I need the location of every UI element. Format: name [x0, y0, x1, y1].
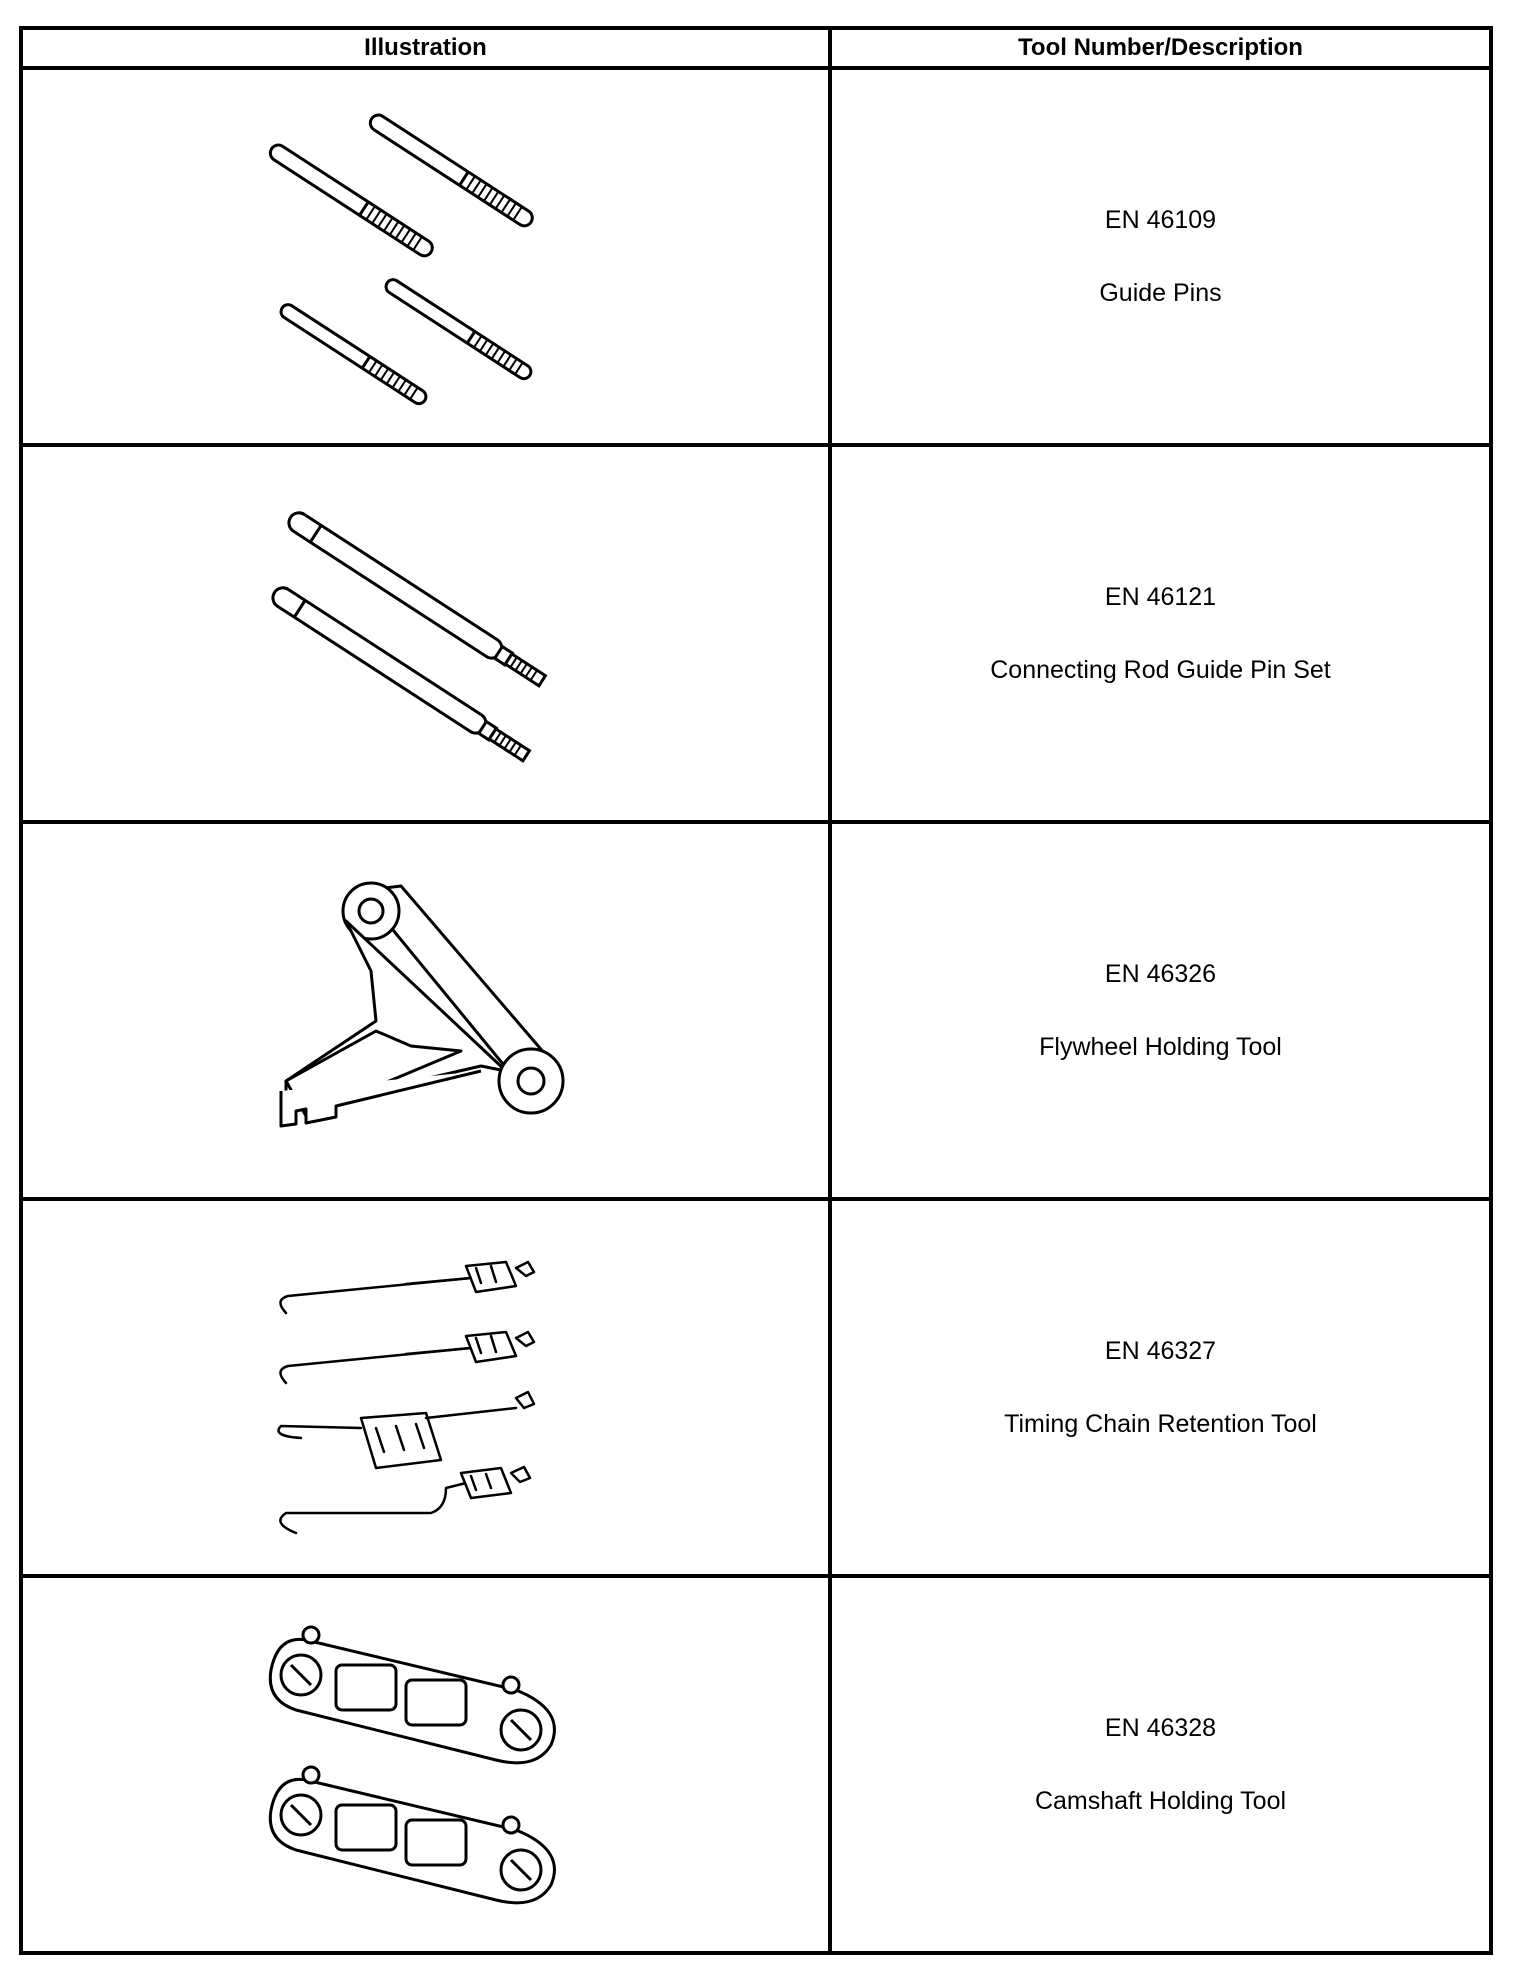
illustration-cell — [21, 445, 830, 822]
tool-number: EN 46109 — [1104, 205, 1217, 234]
description-cell — [830, 1576, 1491, 1953]
tool-name: Timing Chain Retention Tool — [1004, 1409, 1317, 1438]
guide-pins-icon — [266, 92, 586, 422]
timing-chain-retention-tool-icon — [266, 1238, 586, 1538]
description-cell — [830, 68, 1491, 445]
connecting-rod-guide-pin-set-icon — [266, 499, 586, 769]
tool-description-header: Tool Number/Description — [830, 28, 1491, 68]
camshaft-holding-tool-icon — [266, 1600, 586, 1930]
table-row — [21, 1199, 1491, 1576]
illustration-cell — [21, 1576, 830, 1953]
illustration-header: Illustration — [21, 28, 830, 68]
illustration-cell — [21, 1199, 830, 1576]
tool-name: Flywheel Holding Tool — [1039, 1032, 1282, 1061]
table-row — [21, 1576, 1491, 1953]
header-row — [21, 28, 1491, 68]
illustration-cell — [21, 68, 830, 445]
tool-number: EN 46121 — [1104, 582, 1217, 611]
table-row — [21, 68, 1491, 445]
tool-name: Camshaft Holding Tool — [1034, 1786, 1287, 1815]
description-cell — [830, 822, 1491, 1199]
tool-number: EN 46328 — [1104, 1713, 1217, 1742]
tool-number: EN 46326 — [1104, 959, 1217, 988]
description-cell — [830, 445, 1491, 822]
tool-name: Connecting Rod Guide Pin Set — [990, 655, 1331, 684]
flywheel-holding-tool-icon — [266, 861, 586, 1161]
description-cell — [830, 1199, 1491, 1576]
table-row — [21, 445, 1491, 822]
table-row — [21, 822, 1491, 1199]
tool-number: EN 46327 — [1104, 1336, 1217, 1365]
tool-table — [19, 26, 1493, 1955]
tool-name: Guide Pins — [1099, 278, 1222, 307]
illustration-cell — [21, 822, 830, 1199]
